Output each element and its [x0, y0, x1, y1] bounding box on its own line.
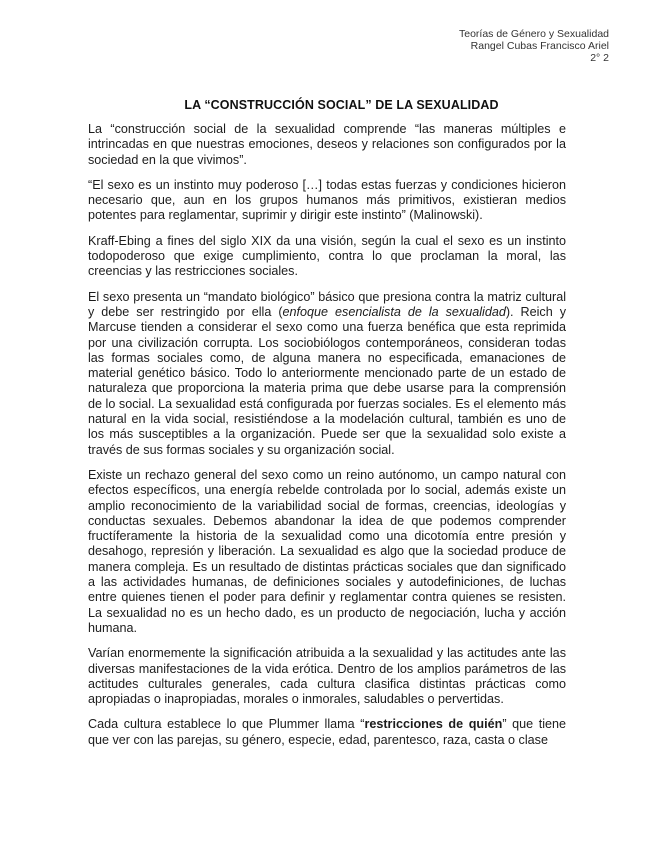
paragraph-5: Existe un rechazo general del sexo como un reino autónomo, un campo natural con efectos específicos, una energía rebelde controlada por lo social, además existe un amplio reconocimiento de la variabilidad social de formas, creencias, ideologías y conductas sexuales. Debemos abandonar la idea de que podemos comprender fructíferamente la historia de la sexualidad como una dicotomía entre presión y desahogo, represión y liberación. La sexualidad es algo que la sociedad produce de manera compleja. Es un resultado de distintas prácticas sociales que dan significado a las actividades humanas, de definiciones sociales y autodefiniciones, de luchas entre quienes tienen el poder para definir y reglamentar contra quienes se resisten. La sexualidad no es un hecho dado, es un producto de negociación, lucha y acción humana. — [88, 467, 566, 635]
document-title: LA “CONSTRUCCIÓN SOCIAL” DE LA SEXUALIDAD — [184, 98, 499, 112]
paragraph-7-part-b: ” que tiene que ver con las parejas, su género, especie, edad, parentesco, raza, casta o clase — [88, 717, 567, 747]
paragraph-7-part-a: Cada cultura establece lo que Plummer llama “ — [88, 717, 365, 732]
document-body — [88, 122, 566, 758]
paragraph-3: Kraff-Ebing a fines del siglo XIX da una visión, según la cual el sexo es un instinto todopoderoso que exige cumplimiento, contra lo que proclaman la moral, las creencias y las restricciones sociales. — [88, 233, 566, 279]
header-course: Teorías de Género y Sexualidad — [458, 28, 609, 40]
paragraph-4-emphasis: enfoque esencialista de la sexualidad — [282, 304, 506, 319]
paragraph-4-part-b: ). Reich y Marcuse tienden a considerar el sexo como una fuerza benéfica que esta reprimida por una civilización corrupta. Los sociobiólogos contemporáneos, consideran todas las formas sociales como, de alguna manera no especificada, emanaciones de material genético básico. Todo lo anteriormente mencionado parte de un estado de naturaleza que proporciona la materia prima que debe usarse para la comprensión de lo social. La sexualidad está configurada por fuerzas sociales. Es el elemento más natural en la vida social, resistiéndose a la modelación cultural, también es uno de los más susceptibles a la organización. Puede ser que la sexualidad solo existe a través de sus formas sociales y su organización social. — [88, 304, 566, 457]
header-author: Rangel Cubas Francisco Ariel — [470, 40, 609, 52]
paragraph-4-part-a: El sexo presenta un “mandato biológico” básico que presiona contra la matriz cultural y debe ser restringido por ella ( — [88, 289, 566, 319]
paragraph-4 — [88, 290, 566, 458]
header-group: 2° 2 — [590, 52, 609, 64]
paragraph-7 — [88, 717, 566, 748]
paragraph-1: La “construcción social de la sexualidad comprende “las maneras múltiples e intrincadas en que nuestras emociones, deseos y relaciones son configurados por la sociedad en la que vivimos”. — [88, 122, 566, 167]
paragraph-2: “El sexo es un instinto muy poderoso […] todas estas fuerzas y condiciones hicieron necesario que, aun en los grupos humanos más primitivos, existieran medios potentes para reglamentar, suprimir y dirigir este instinto” (Malinowski). — [88, 177, 566, 223]
page-header — [459, 28, 609, 64]
paragraph-6: Varían enormemente la significación atribuida a la sexualidad y las actitudes ante las diversas manifestaciones de la vida erótica. Dentro de los amplios parámetros de las actitudes culturales generales, cada cultura clasifica distintas prácticas como apropiadas o inapropiadas, morales o inmorales, saludables o pervertidas. — [88, 646, 566, 707]
paragraph-7-bold: restricciones de quién — [364, 717, 503, 732]
